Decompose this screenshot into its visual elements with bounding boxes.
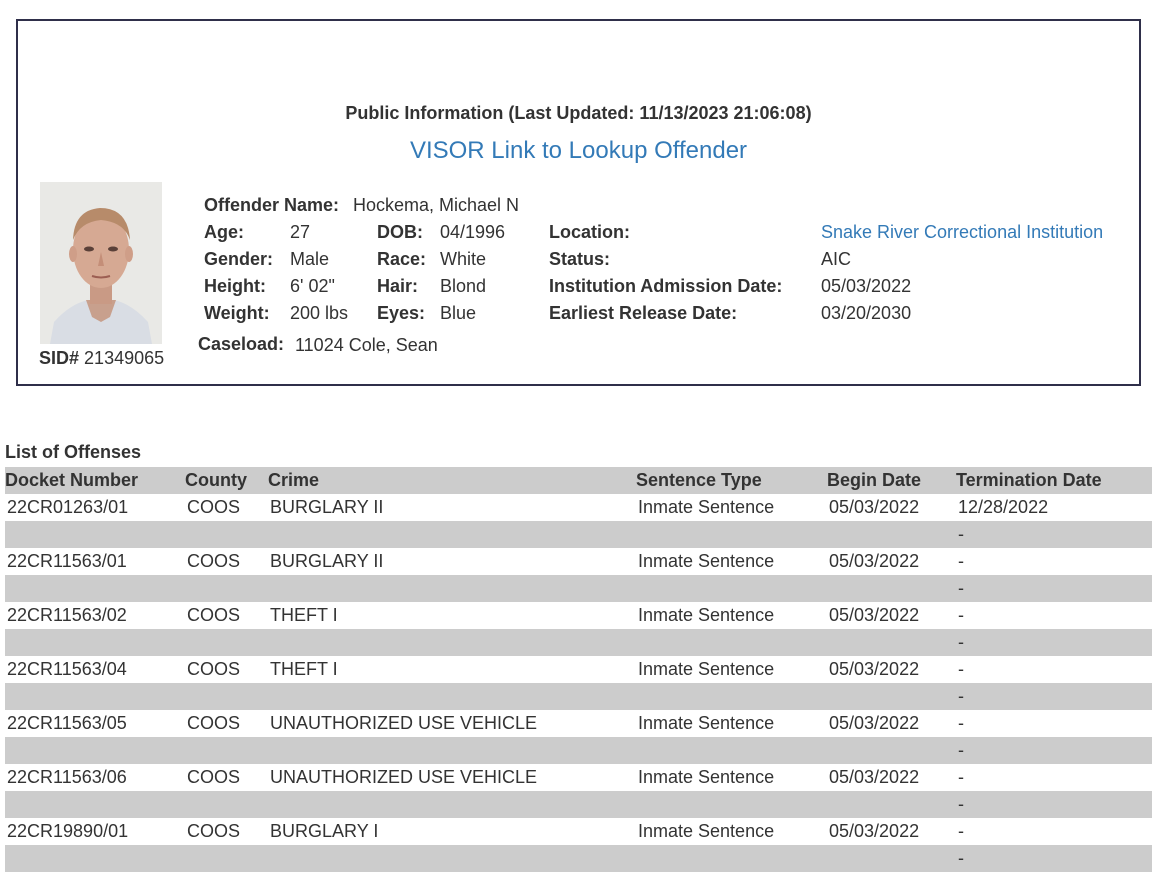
status-label: Status: [549, 249, 611, 269]
offenses-title: List of Offenses [5, 442, 142, 462]
subrow-empty-cell [636, 521, 827, 548]
table-row [5, 548, 1152, 575]
subrow-empty-cell [5, 737, 185, 764]
begin-date-cell: 05/03/2022 [829, 551, 920, 571]
begin-date-cell: 05/03/2022 [829, 821, 920, 841]
sid-label: SID# [39, 348, 80, 368]
column-header-crime: Crime [268, 467, 636, 494]
location-link[interactable]: Snake River Correctional Institution [821, 222, 1104, 242]
subrow-empty-cell [185, 629, 268, 656]
subrow-empty-cell [827, 683, 956, 710]
sentence-type-cell: Inmate Sentence [638, 821, 775, 841]
county-cell: COOS [187, 713, 241, 733]
weight-label: Weight: [204, 303, 270, 323]
race-value: White [440, 249, 487, 269]
table-subrow [5, 683, 1152, 710]
table-header-row [5, 467, 1152, 494]
sentence-type-cell: Inmate Sentence [638, 713, 775, 733]
caseload-value: 11024 Cole, Sean [295, 335, 438, 355]
termination-date-cell: 12/28/2022 [958, 497, 1049, 517]
sentence-type-cell: Inmate Sentence [638, 605, 775, 625]
crime-cell: BURGLARY I [270, 821, 379, 841]
county-cell: COOS [187, 659, 241, 679]
column-header-sentence-type: Sentence Type [636, 467, 827, 494]
status-value: AIC [821, 249, 852, 269]
subrow-termination-cell: - [956, 845, 1152, 872]
hair-value: Blond [440, 276, 487, 296]
termination-date-cell: - [958, 821, 964, 841]
table-subrow [5, 575, 1152, 602]
termination-date-cell: - [958, 659, 964, 679]
subrow-empty-cell [185, 683, 268, 710]
age-label: Age: [204, 222, 244, 242]
county-cell: COOS [187, 767, 241, 787]
dob-label: DOB: [377, 222, 423, 242]
table-subrow [5, 737, 1152, 764]
table-subrow [5, 629, 1152, 656]
begin-date-cell: 05/03/2022 [829, 605, 920, 625]
table-row [5, 656, 1152, 683]
county-cell: COOS [187, 821, 241, 841]
offender-info-panel [16, 19, 1141, 386]
subrow-empty-cell [185, 845, 268, 872]
public-info-heading: Public Information (Last Updated: 11/13/2023 21:06:08) [345, 103, 812, 123]
subrow-empty-cell [268, 845, 636, 872]
location-label: Location: [549, 222, 630, 242]
column-header-docket: Docket Number [5, 467, 185, 494]
admission-date-value: 05/03/2022 [821, 276, 912, 296]
termination-date-cell: - [958, 551, 964, 571]
offender-photo [40, 182, 162, 344]
admission-date-label: Institution Admission Date: [549, 276, 783, 296]
column-header-begin-date: Begin Date [827, 467, 956, 494]
subrow-termination-cell: - [956, 683, 1152, 710]
subrow-empty-cell [268, 521, 636, 548]
county-cell: COOS [187, 551, 241, 571]
table-row [5, 494, 1152, 521]
subrow-empty-cell [268, 629, 636, 656]
subrow-termination-cell: - [956, 521, 1152, 548]
dob-value: 04/1996 [440, 222, 506, 242]
subrow-empty-cell [636, 737, 827, 764]
table-row [5, 602, 1152, 629]
begin-date-cell: 05/03/2022 [829, 659, 920, 679]
subrow-empty-cell [185, 575, 268, 602]
docket-cell: 22CR01263/01 [7, 497, 129, 517]
subrow-empty-cell [185, 521, 268, 548]
sentence-type-cell: Inmate Sentence [638, 659, 775, 679]
eyes-value: Blue [440, 303, 477, 323]
termination-date-cell: - [958, 713, 964, 733]
caseload-label: Caseload: [198, 334, 285, 354]
begin-date-cell: 05/03/2022 [829, 767, 920, 787]
termination-date-cell: - [958, 605, 964, 625]
offender-name-label: Offender Name: [204, 195, 340, 215]
release-date-label: Earliest Release Date: [549, 303, 738, 323]
docket-cell: 22CR19890/01 [7, 821, 129, 841]
begin-date-cell: 05/03/2022 [829, 497, 920, 517]
subrow-empty-cell [827, 845, 956, 872]
subrow-empty-cell [5, 791, 185, 818]
subrow-empty-cell [5, 575, 185, 602]
crime-cell: THEFT I [270, 605, 338, 625]
table-subrow [5, 521, 1152, 548]
age-value: 27 [290, 222, 311, 242]
table-subrow [5, 845, 1152, 872]
begin-date-cell: 05/03/2022 [829, 713, 920, 733]
sentence-type-cell: Inmate Sentence [638, 767, 775, 787]
county-cell: COOS [187, 497, 241, 517]
subrow-empty-cell [268, 737, 636, 764]
subrow-empty-cell [268, 683, 636, 710]
subrow-empty-cell [5, 683, 185, 710]
crime-cell: UNAUTHORIZED USE VEHICLE [270, 713, 538, 733]
county-cell: COOS [187, 605, 241, 625]
weight-value: 200 lbs [290, 303, 349, 323]
offenses-table [5, 467, 1152, 872]
sentence-type-cell: Inmate Sentence [638, 551, 775, 571]
subrow-empty-cell [827, 737, 956, 764]
subrow-empty-cell [268, 791, 636, 818]
sentence-type-cell: Inmate Sentence [638, 497, 775, 517]
subrow-empty-cell [636, 629, 827, 656]
subrow-empty-cell [827, 521, 956, 548]
hair-label: Hair: [377, 276, 419, 296]
subrow-termination-cell: - [956, 629, 1152, 656]
subrow-empty-cell [827, 791, 956, 818]
offender-name-value: Hockema, Michael N [353, 195, 520, 215]
crime-cell: UNAUTHORIZED USE VEHICLE [270, 767, 538, 787]
gender-value: Male [290, 249, 330, 269]
sid-number [39, 348, 164, 369]
column-header-termination-date: Termination Date [956, 467, 1152, 494]
subrow-empty-cell [827, 575, 956, 602]
subrow-termination-cell: - [956, 575, 1152, 602]
subrow-empty-cell [636, 791, 827, 818]
docket-cell: 22CR11563/04 [7, 659, 127, 679]
docket-cell: 22CR11563/02 [7, 605, 127, 625]
subrow-termination-cell: - [956, 791, 1152, 818]
subrow-empty-cell [636, 683, 827, 710]
docket-cell: 22CR11563/05 [7, 713, 127, 733]
crime-cell: BURGLARY II [270, 497, 384, 517]
subrow-empty-cell [5, 629, 185, 656]
docket-cell: 22CR11563/01 [7, 551, 127, 571]
subrow-empty-cell [5, 521, 185, 548]
race-label: Race: [377, 249, 427, 269]
release-date-value: 03/20/2030 [821, 303, 912, 323]
subrow-empty-cell [185, 737, 268, 764]
termination-date-cell: - [958, 767, 964, 787]
sid-value: 21349065 [84, 348, 165, 368]
subrow-empty-cell [636, 575, 827, 602]
subrow-empty-cell [636, 845, 827, 872]
subrow-empty-cell [268, 575, 636, 602]
subrow-empty-cell [5, 845, 185, 872]
column-header-county: County [185, 467, 268, 494]
crime-cell: THEFT I [270, 659, 338, 679]
eyes-label: Eyes: [377, 303, 426, 323]
subrow-empty-cell [827, 629, 956, 656]
crime-cell: BURGLARY II [270, 551, 384, 571]
table-row [5, 818, 1152, 845]
gender-label: Gender: [204, 249, 274, 269]
height-label: Height: [204, 276, 266, 296]
table-subrow [5, 791, 1152, 818]
table-row [5, 764, 1152, 791]
mugshot-image [40, 182, 162, 344]
table-row [5, 710, 1152, 737]
visor-lookup-link[interactable]: VISOR Link to Lookup Offender [409, 137, 748, 164]
height-value: 6' 02" [290, 276, 335, 296]
docket-cell: 22CR11563/06 [7, 767, 127, 787]
subrow-empty-cell [185, 791, 268, 818]
subrow-termination-cell: - [956, 737, 1152, 764]
